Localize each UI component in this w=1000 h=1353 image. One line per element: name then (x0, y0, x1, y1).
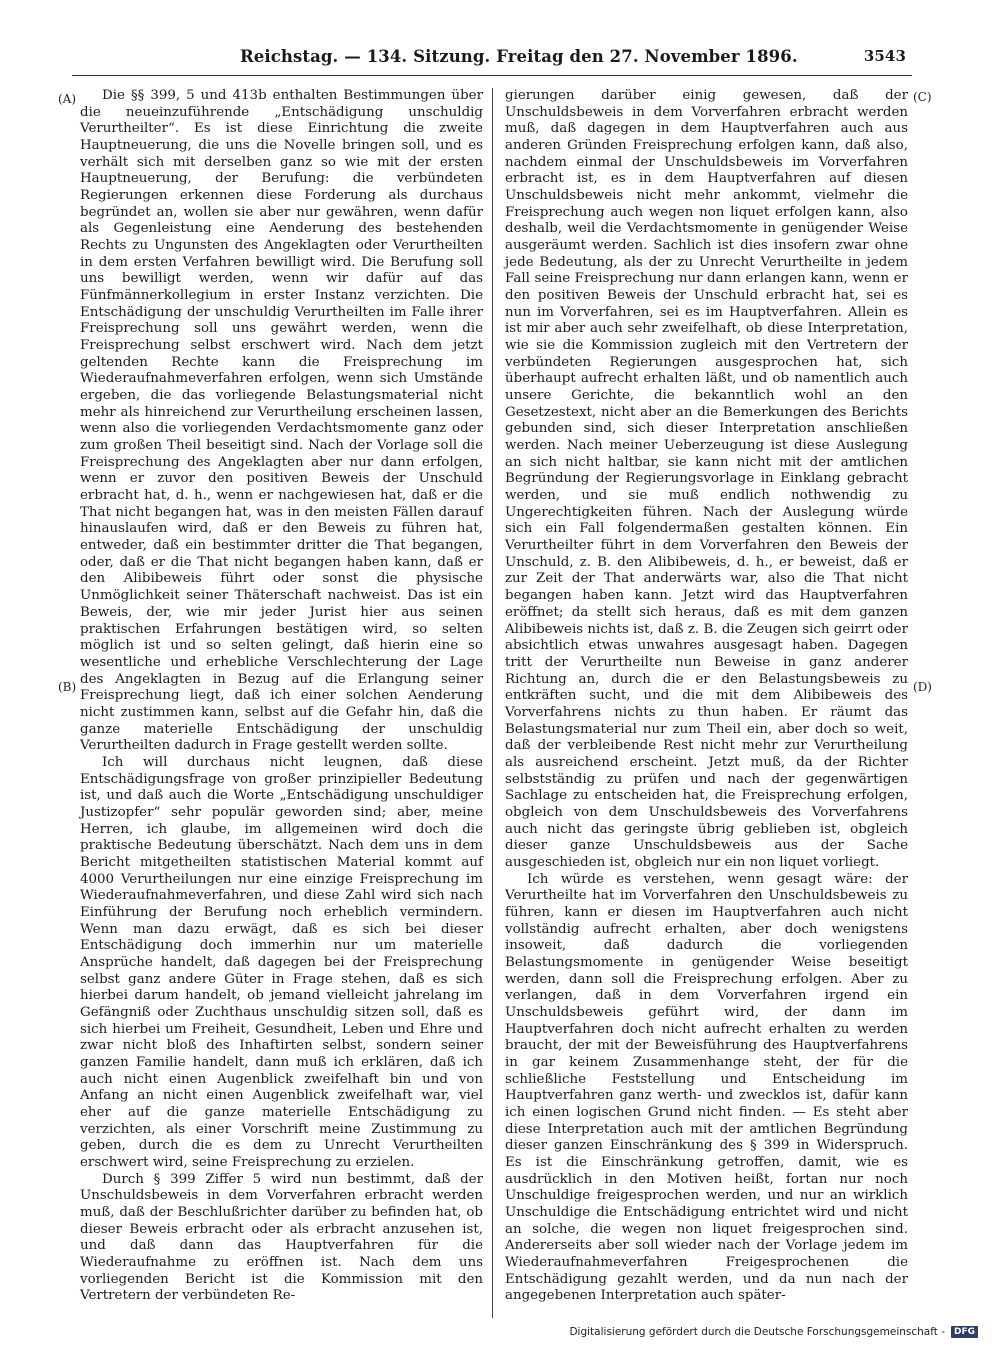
margin-marker-d: (D) (913, 680, 932, 694)
page-number: 3543 (863, 47, 906, 65)
dfg-logo: DFG (951, 1326, 978, 1338)
page-header (80, 47, 912, 73)
right-column (505, 88, 908, 1305)
paragraph: Ich würde es verstehen, wenn gesagt wäre: der Verurtheilte hat im Vorverfahren den Unschuldsbeweis zu führen, kann er diesen im Hauptverfahren auch nicht vollständig aufrecht erhalten, aber doch wenigstens insoweit, daß dadurch die vorliegenden Belastungsmomente in genügender Weise beseitigt werden, dann soll die Freisprechung erfolgen. Aber zu verlangen, daß in dem Vorverfahren irgend ein Unschuldsbeweis geführt wird, der dann im Hauptverfahren doch nicht aufrecht erhalten zu werden braucht, der mit der Beweisführung des Hauptverfahrens in gar keinem Zusammenhange steht, der für die schließliche Feststellung und Entscheidung im Hauptverfahren ganz werth- und zwecklos ist, dafür kann ich einen logischen Grund nicht finden. — Es steht aber diese Interpretation auch mit der amtlichen Begründung dieser ganzen Einschränkung des § 399 in Widerspruch. Es ist die Einschränkung getroffen, damit, wie es ausdrücklich in den Motiven heißt, fortan nur noch Unschuldige freigesprochen werden, und nur an wirklich Unschuldige die Entschädigung entrichtet wird und nicht an solche, die wegen non liquet freigesprochen sind. Andererseits aber soll wieder nach der Vorlage jedem im Wiederaufnahmeverfahren Freigesprochenen die Entschädigung gezahlt werden, und da nun nach der angegebenen Interpretation auch später- (505, 871, 908, 1304)
margin-marker-c: (C) (913, 90, 932, 104)
page-title: Reichstag. — 134. Sitzung. Freitag den 27. November 1896. (240, 47, 798, 66)
header-rule (72, 75, 912, 76)
footer-text: Digitalisierung gefördert durch die Deutsche Forschungsgemeinschaft - (569, 1326, 945, 1338)
paragraph: Die §§ 399, 5 und 413b enthalten Bestimmungen über die neueinzuführende „Entschädigung unschuldig Verurtheilter“. Es ist diese Einrichtung die zweite Hauptneuerung, die uns die Novelle bringen soll, und es verhält sich mit derselben ganz so wie mit der ersten Hauptneuerung, der Berufung: die verbündeten Regierungen erkennen diese Forderung als durchaus begründet an, wollen sie aber nur gewähren, wenn dafür als Gegenleistung eine Aenderung des bestehenden Rechts zu Ungunsten des Angeklagten oder Verurtheilten in dem ersten Verfahren bewilligt wird. Die Berufung soll uns bewilligt werden, wenn wir dafür auf das Fünfmännerkollegium in erster Instanz verzichten. Die Entschädigung der unschuldig Verurtheilten im Falle ihrer Freisprechung soll uns gewährt werden, wenn die Freisprechung selbst erschwert wird. Nach dem jetzt geltenden Rechte kann die Freisprechung im Wiederaufnahmeverfahren erfolgen, wenn sich Umstände ergeben, die das vorliegende Belastungsmaterial nicht mehr als hinreichend zur Verurtheilung erscheinen lassen, wenn also die vorliegenden Verdachtsmomente ganz oder zum großen Theil beseitigt sind. Nach der Vorlage soll die Freisprechung des Angeklagten aber nur dann erfolgen, wenn er zuvor den positiven Beweis der Unschuld erbracht hat, d. h., wenn er nachgewiesen hat, daß er die That nicht begangen hat, was in den meisten Fällen darauf hinauslaufen wird, daß er den Beweis zu führen hat, entweder, daß ein bestimmter dritter die That begangen, oder, daß er die That nicht begangen haben kann, daß er den Alibibeweis führt oder sonst die physische Unmöglichkeit seiner Thäterschaft nachweist. Das ist ein Beweis, der, wie mir jeder Jurist hier aus seinen praktischen Erfahrungen bestätigen wird, so selten möglich ist und so selten gelingt, daß hierin eine so wesentliche und erhebliche Verschlechterung der Lage des Angeklagten in Bezug auf die Erlangung seiner Freisprechung liegt, daß ich einer solchen Aenderung nicht zustimmen kann, selbst auf die Gefahr hin, daß die ganze materielle Entschädigung der unschuldig Verurtheilten dadurch in Frage gestellt werden sollte. (80, 88, 483, 754)
left-column (80, 88, 483, 1305)
paragraph: gierungen darüber einig gewesen, daß der Unschuldsbeweis in dem Vorverfahren erbracht werden muß, daß dagegen in dem Hauptverfahren auch aus anderen Gründen Freisprechung erfolgen kann, daß also, nachdem einmal der Unschuldsbeweis im Vorverfahren erbracht ist, es in dem Hauptverfahren auf diesen Unschuldsbeweis nicht mehr ankommt, vielmehr die Freisprechung auch wegen non liquet erfolgen kann, also deshalb, weil die Verdachtsmomente in genügender Weise ausgeräumt werden. Sachlich ist dies insofern zwar ohne jede Bedeutung, als der zu Unrecht Verurtheilte in jedem Fall seine Freisprechung nur dann erlangen kann, wenn er den positiven Beweis der Unschuld erbracht hat, sei es nun im Vorverfahren, sei es im Hauptverfahren. Allein es ist mir aber auch sehr zweifelhaft, ob diese Interpretation, wie sie die Kommission zugleich mit den Vertretern der verbündeten Regierungen ausgesprochen hat, sich überhaupt aufrecht erhalten läßt, und ob namentlich auch unsere Gerichte, die bekanntlich wohl an den Gesetzestext, nicht aber an die Bemerkungen des Berichts gebunden sind, sich dieser Interpretation anschließen werden. Nach meiner Ueberzeugung ist diese Auslegung an sich nicht haltbar, sie kann nicht mit der amtlichen Begründung der Regierungsvorlage in Einklang gebracht werden, und sie muß endlich nothwendig zu Ungerechtigkeiten führen. Nach der Auslegung würde sich ein Fall folgendermaßen gestalten können. Ein Verurtheilter führt in dem Vorverfahren den Beweis der Unschuld, z. B. den Alibibeweis, d. h., er beweist, daß er zur Zeit der That anderwärts war, also die That nicht begangen haben kann. Jetzt wird das Hauptverfahren eröffnet; da stellt sich heraus, daß es mit dem ganzen Alibibeweis nichts ist, daß z. B. die Zeugen sich geirrt oder absichtlich etwas unwahres ausgesagt haben. Dagegen tritt der Verurtheilte nun Beweise in ganz anderer Richtung an, durch die er den Belastungsbeweis zu entkräften sucht, und die mit dem Alibibeweis des Vorverfahrens nichts zu thun haben. Er räumt das Belastungsmaterial nur zum Theil ein, aber doch so weit, daß der verbleibende Rest nicht mehr zur Verurtheilung als ausreichend erscheint. Jetzt muß, da der Richter selbstständig zu prüfen und nach der gegenwärtigen Sachlage zu entscheiden hat, die Freisprechung erfolgen, obgleich von dem Unschuldsbeweis des Vorverfahrens auch nicht das geringste übrig geblieben ist, obgleich dieser ganze Unschuldsbeweis aus der Sache ausgeschieden ist, obgleich nur ein non liquet vorliegt. (505, 88, 908, 870)
margin-marker-a: (A) (58, 92, 77, 106)
margin-marker-b: (B) (58, 680, 77, 694)
paragraph: Ich will durchaus nicht leugnen, daß diese Entschädigungsfrage von großer prinzipieller Bedeutung ist, und daß auch die Worte „Entschädigung unschuldiger Justizopfer“ sehr populär geworden sind; aber, meine Herren, ich glaube, im allgemeinen wird doch die praktische Bedeutung überschätzt. Nach dem uns in dem Bericht mitgetheilten statistischen Material kommt auf 4000 Verurtheilungen nur eine einzige Freisprechung im Wiederaufnahmeverfahren, und diese Zahl wird sich nach Einführung der Berufung noch erheblich vermindern. Wenn man dazu erwägt, daß es sich bei dieser Entschädigung doch immerhin nur um materielle Ansprüche handelt, daß dagegen bei der Freisprechung selbst ganz andere Güter in Frage stehen, daß es sich hierbei darum handelt, ob jemand vielleicht jahrelang im Gefängniß oder Zuchthaus unschuldig sitzen soll, daß es sich hierbei um Freiheit, Gesundheit, Leben und Ehre und zwar nicht bloß des Inhaftirten selbst, sondern seiner ganzen Familie handelt, dann muß ich erklären, daß ich auch nicht einen Augenblick zweifelhaft bin und von Anfang an nicht einen Augenblick zweifelhaft war, viel eher auf die ganze materielle Entschädigung zu verzichten, als einer Vorschrift meine Zustimmung zu geben, durch die es dem zu Unrecht Verurtheilten erschwert wird, seine Freisprechung zu erzielen. (80, 754, 483, 1170)
column-divider (492, 88, 493, 1318)
paragraph: Durch § 399 Ziffer 5 wird nun bestimmt, daß der Unschuldsbeweis in dem Vorverfahren erbracht werden muß, daß der Beschlußrichter darüber zu befinden hat, ob dieser Beweis erbracht oder als erbracht anzusehen ist, und daß dann das Hauptverfahren für die Wiederaufnahme zu eröffnen ist. Nach dem uns vorliegenden Bericht ist die Kommission mit den Vertretern der verbündeten Re- (80, 1171, 483, 1304)
footer-credit (569, 1326, 978, 1338)
